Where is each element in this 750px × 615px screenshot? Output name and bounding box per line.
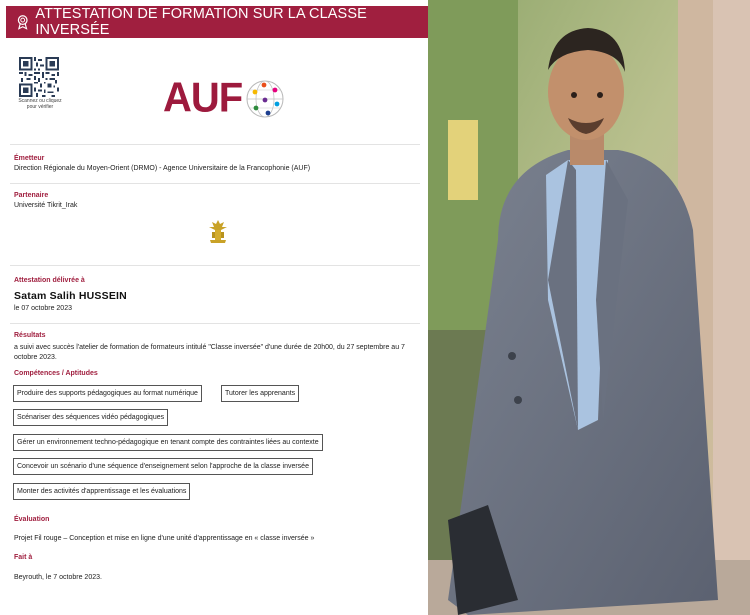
resultats-label: Résultats	[14, 332, 46, 339]
evaluation-label: Évaluation	[14, 516, 50, 523]
globe-network-icon	[244, 78, 286, 120]
qr-code[interactable]	[19, 57, 59, 97]
competence-tag: Produire des supports pédagogiques au format numérique	[13, 385, 202, 402]
qr-caption: Scannez ou cliquez pour vérifier	[18, 98, 62, 110]
recipient-name: Satam Salih HUSSEIN	[14, 290, 127, 302]
award-ribbon-icon	[16, 14, 29, 30]
competence-tag: Tutorer les apprenants	[221, 385, 299, 402]
attestation-label: Attestation délivrée à	[14, 277, 85, 284]
attestation-date: le 07 octobre 2023	[14, 305, 72, 312]
partenaire-value: Université Tikrit_Irak	[14, 202, 78, 209]
divider	[10, 183, 420, 184]
fait-label: Fait à	[14, 554, 33, 561]
fait-text: Beyrouth, le 7 octobre 2023.	[14, 574, 102, 581]
competence-tag: Scénariser des séquences vidéo pédagogiques	[13, 409, 168, 426]
divider	[10, 265, 420, 266]
emetteur-label: Émetteur	[14, 155, 45, 162]
competence-tag: Monter des activités d'apprentissage et les évaluations	[13, 483, 190, 500]
divider	[10, 144, 420, 145]
resultats-text: a suivi avec succès l'atelier de formation de formateurs intitulé "Classe inversée" d'une durée de 20h00, du 27 septembre au 7 octobre 2023.	[14, 344, 405, 361]
auf-logo	[163, 76, 286, 121]
divider	[10, 323, 420, 324]
logo-text: AUF	[163, 74, 243, 122]
university-emblem	[204, 218, 232, 246]
emetteur-value: Direction Régionale du Moyen-Orient (DRMO) - Agence Universitaire de la Francophonie (AUF)	[14, 165, 311, 172]
portrait-photo	[428, 0, 750, 615]
competence-tag: Concevoir un scénario d'une séquence d'enseignement selon l'approche de la classe inversée	[13, 458, 313, 475]
competences-label: Compétences / Aptitudes	[14, 370, 98, 377]
evaluation-text: Projet Fil rouge – Conception et mise en ligne d'une unité d'apprentissage en « classe inversée »	[14, 535, 315, 542]
competence-tag: Gérer un environnement techno-pédagogique en tenant compte des contraintes liées au contexte	[13, 434, 323, 451]
header-banner	[6, 6, 428, 38]
page-title: ATTESTATION DE FORMATION SUR LA CLASSE INVERSÉE	[35, 6, 367, 38]
partenaire-label: Partenaire	[14, 192, 49, 199]
